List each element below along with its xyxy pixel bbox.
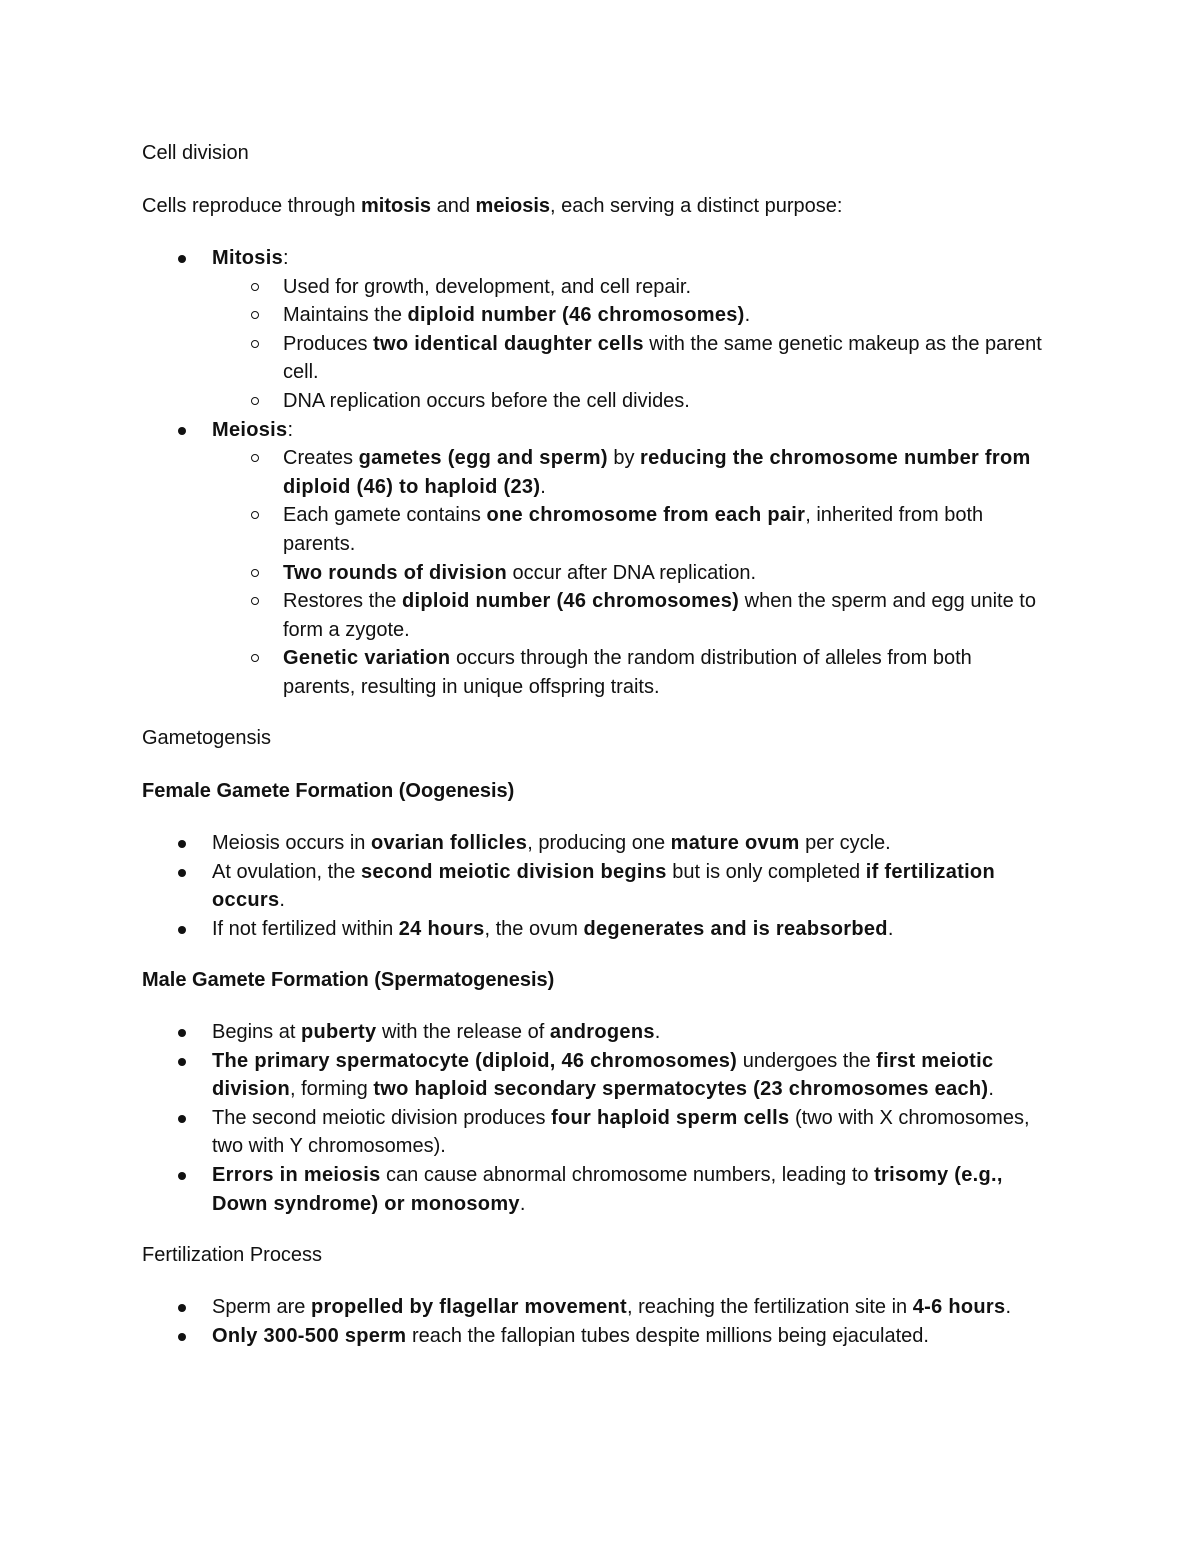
list-item-mitosis: [0, 244, 1062, 416]
text-run: If not fertilized within: [212, 917, 399, 940]
bold-text: The primary spermatocyte (diploid, 46 chromosomes): [212, 1049, 738, 1072]
list-item: [0, 1047, 1062, 1104]
bold-text: two haploid secondary spermatocytes (23 chromosomes each): [373, 1078, 989, 1101]
text-run: Cells reproduce through: [142, 195, 362, 217]
bold-text: Only 300-500 sperm: [212, 1324, 407, 1347]
text-run: Produces: [283, 332, 374, 355]
text-run: Creates: [283, 447, 359, 470]
text-run: Each gamete contains: [283, 504, 487, 527]
list-item: [0, 1018, 1062, 1047]
list-item-text: [212, 1325, 929, 1347]
bold-text: Errors in meiosis: [212, 1163, 381, 1186]
sub-list-item: [212, 301, 1043, 330]
text-run: .: [540, 475, 546, 498]
text-run: Used for growth, development, and cell repair.: [283, 275, 691, 298]
intro-paragraph: [142, 192, 1072, 221]
list-item: [0, 829, 1062, 858]
sub-list-item: [212, 387, 1043, 416]
bold-text: degenerates and is reabsorbed: [583, 917, 888, 940]
bullet-icon: [178, 255, 186, 263]
male-gamete-list: [0, 1018, 1080, 1218]
bold-text: 4-6 hours: [912, 1296, 1006, 1318]
text-run: :: [287, 418, 294, 441]
bullet-icon: [178, 1304, 186, 1312]
text-run: with the release of: [376, 1021, 550, 1043]
hollow-bullet-icon: [251, 397, 259, 405]
list-item-text: [212, 1107, 1030, 1158]
list-item-meiosis: [0, 416, 1062, 702]
bold-text: second meiotic division begins: [360, 860, 667, 883]
text-run: by: [607, 447, 641, 470]
sub-list-item-text: [283, 647, 972, 698]
section-heading-gametogenesis: Gametogensis: [142, 727, 271, 749]
section-heading-cell-division: Cell division: [142, 142, 249, 164]
text-run: occur after DNA replication.: [507, 561, 756, 584]
text-run: , reaching the fertilization site in: [627, 1296, 913, 1318]
text-run: .: [988, 1078, 994, 1101]
list-item: [0, 915, 1062, 944]
text-run: , inherited from both parents.: [283, 504, 984, 555]
bullet-icon: [178, 1029, 186, 1037]
text-run: , the ovum: [484, 917, 584, 940]
bold-text: androgens: [549, 1021, 655, 1043]
list-item-text: [212, 1296, 1011, 1318]
list-item-text: [212, 918, 893, 940]
text-run: .: [519, 1192, 526, 1215]
text-run: .: [744, 304, 751, 327]
bold-text: trisomy (e.g., Down syndrome) or monosomy: [212, 1163, 1003, 1215]
sub-list-item-text: [283, 333, 1042, 384]
text-run: when the sperm and egg unite to form a zygote.: [283, 590, 1036, 641]
sub-list-item-text: [283, 390, 690, 412]
bold-text: mitosis: [361, 195, 432, 217]
text-run: reach the fallopian tubes despite millions being ejaculated.: [406, 1324, 929, 1347]
list-item: [0, 858, 1062, 915]
bold-text: mature ovum: [670, 832, 800, 854]
text-run: (two with X chromosomes, two with Y chromosomes).: [212, 1106, 1030, 1158]
bold-text: meiosis: [475, 195, 551, 217]
section-heading-fertilization: Fertilization Process: [142, 1244, 323, 1266]
hollow-bullet-icon: [251, 569, 259, 577]
text-run: and: [431, 195, 476, 217]
bullet-icon: [178, 427, 186, 435]
mitosis-label: [212, 247, 289, 269]
sub-list-item: [212, 644, 1043, 701]
list-item: [0, 1293, 1062, 1322]
sub-list-item-text: [283, 562, 756, 584]
hollow-bullet-icon: [251, 311, 259, 319]
list-item-text: [212, 832, 891, 854]
meiosis-sublist: [212, 444, 1062, 701]
sub-list-item: [212, 587, 1043, 644]
bold-text: diploid number (46 chromosomes): [407, 304, 745, 327]
text-run: Sperm are: [212, 1296, 311, 1318]
sub-list-item: [212, 330, 1043, 387]
bold-text: two identical daughter cells: [373, 332, 644, 355]
bold-text: reducing the chromosome number from diploid (46) to haploid (23): [283, 447, 1031, 498]
text-run: per cycle.: [799, 832, 891, 854]
text-run: Begins at: [212, 1021, 301, 1043]
bold-text: Two rounds of division: [283, 561, 507, 584]
text-run: :: [283, 247, 289, 269]
list-item-text: [212, 1050, 994, 1101]
bold-text: ovarian follicles: [370, 832, 528, 854]
text-run: Maintains the: [283, 304, 408, 327]
bold-text: one chromosome from each pair: [486, 504, 806, 527]
text-run: .: [279, 889, 285, 912]
text-run: can cause abnormal chromosome numbers, leading to: [380, 1163, 875, 1186]
list-item: [0, 1322, 1062, 1351]
text-run: undergoes the: [737, 1049, 877, 1072]
hollow-bullet-icon: [251, 597, 259, 605]
text-run: , forming: [289, 1078, 374, 1101]
bold-text: first meiotic division: [212, 1049, 994, 1101]
bullet-icon: [178, 1058, 186, 1066]
sub-list-item: [212, 444, 1043, 501]
sub-list-item: [212, 501, 1043, 558]
text-run: At ovulation, the: [212, 860, 361, 883]
bullet-icon: [178, 1115, 186, 1123]
bold-text: Meiosis: [212, 418, 288, 441]
text-run: DNA replication occurs before the cell divides.: [283, 389, 690, 412]
bold-text: Mitosis: [212, 247, 283, 269]
list-item-text: [212, 1164, 1003, 1215]
text-run: but is only completed: [666, 860, 866, 883]
subheading-female-gamete-formation: Female Gamete Formation (Oogenesis): [142, 780, 515, 802]
bullet-icon: [178, 1172, 186, 1180]
bold-text: propelled by flagellar movement: [310, 1296, 627, 1318]
text-run: occurs through the random distribution of alleles from both parents, resulting in unique offspring traits.: [283, 647, 972, 698]
bullet-icon: [178, 1333, 186, 1341]
sub-list-item: [212, 559, 1043, 588]
hollow-bullet-icon: [251, 654, 259, 662]
bold-text: puberty: [300, 1021, 377, 1043]
bold-text: if fertilization occurs: [212, 860, 995, 912]
bold-text: Genetic variation: [283, 647, 451, 670]
bold-text: gametes (egg and sperm): [358, 447, 608, 470]
sub-list-item-text: [283, 276, 691, 298]
female-gamete-list: [0, 829, 1080, 943]
bullet-icon: [178, 869, 186, 877]
text-run: Meiosis occurs in: [212, 832, 371, 854]
bold-text: diploid number (46 chromosomes): [401, 590, 740, 613]
fertilization-list: [0, 1293, 1080, 1350]
bold-text: four haploid sperm cells: [551, 1106, 790, 1129]
text-run: .: [887, 917, 894, 940]
hollow-bullet-icon: [251, 283, 259, 291]
cell-division-list: [0, 244, 1080, 702]
bold-text: 24 hours: [398, 917, 485, 940]
meiosis-label: [212, 419, 293, 441]
sub-list-item-text: [283, 304, 750, 326]
hollow-bullet-icon: [251, 340, 259, 348]
hollow-bullet-icon: [251, 454, 259, 462]
text-run: Restores the: [283, 590, 402, 613]
text-run: .: [654, 1021, 661, 1043]
sub-list-item-text: [283, 504, 983, 555]
list-item: [0, 1161, 1062, 1218]
text-run: with the same genetic makeup as the parent cell.: [283, 332, 1042, 384]
sub-list-item-text: [283, 447, 1031, 498]
sub-list-item-text: [283, 590, 1036, 641]
bullet-icon: [178, 926, 186, 934]
text-run: , each serving a distinct purpose:: [550, 195, 843, 217]
list-item-text: [212, 1021, 660, 1043]
subheading-male-gamete-formation: Male Gamete Formation (Spermatogenesis): [142, 969, 555, 991]
text-run: , producing one: [527, 832, 671, 854]
mitosis-sublist: [212, 273, 1062, 416]
sub-list-item: [212, 273, 1043, 302]
list-item: [0, 1104, 1062, 1161]
text-run: The second meiotic division produces: [212, 1106, 552, 1129]
hollow-bullet-icon: [251, 511, 259, 519]
bullet-icon: [178, 840, 186, 848]
list-item-text: [212, 861, 995, 912]
text-run: .: [1005, 1296, 1011, 1318]
